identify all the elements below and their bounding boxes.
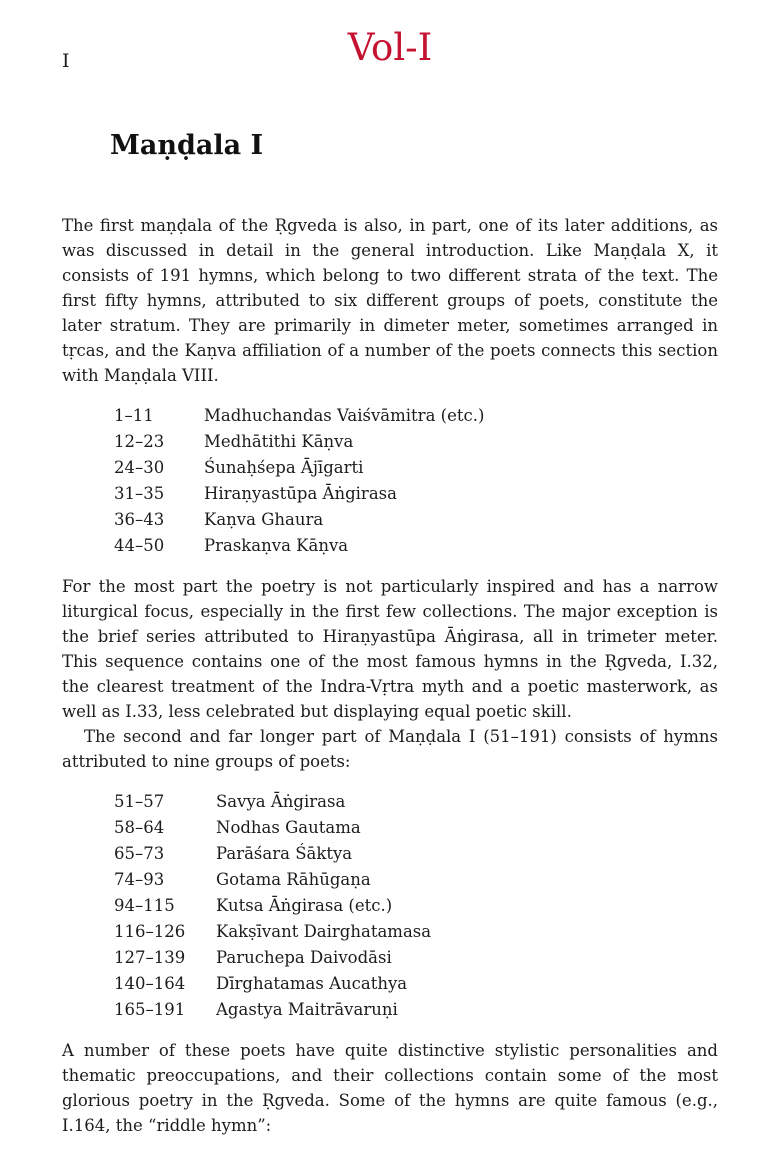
poet-name: Hiraṇyastūpa Āṅgirasa <box>204 484 397 503</box>
list-item <box>114 841 718 867</box>
poet-name: Śunaḥśepa Ājīgarti <box>204 458 364 477</box>
list-item <box>114 455 718 481</box>
poet-list-second <box>114 789 718 1023</box>
list-item <box>114 919 718 945</box>
list-item <box>114 403 718 429</box>
poet-name: Parāśara Śāktya <box>216 844 353 863</box>
hymn-range: 44–50 <box>114 536 165 555</box>
poet-name: Kakṣīvant Dairghatamasa <box>216 922 432 941</box>
list-item <box>114 789 718 815</box>
list-item <box>114 429 718 455</box>
list-item <box>114 997 718 1023</box>
hymn-range: 51–57 <box>114 792 165 811</box>
hymn-range: 74–93 <box>114 870 165 889</box>
list-item <box>114 893 718 919</box>
volume-title: Vol-I <box>347 26 433 69</box>
list-item <box>114 481 718 507</box>
page-marker: I <box>62 50 70 72</box>
poet-name: Kaṇva Ghaura <box>204 510 324 529</box>
hymn-range: 127–139 <box>114 948 186 967</box>
list-item <box>114 507 718 533</box>
section-heading: Maṇḍala I <box>110 130 264 161</box>
hymn-range: 36–43 <box>114 510 165 529</box>
list-item <box>114 971 718 997</box>
poet-name: Nodhas Gautama <box>216 818 361 837</box>
poet-name: Kutsa Āṅgirasa (etc.) <box>216 896 393 915</box>
page-header <box>62 26 718 90</box>
list-item <box>114 867 718 893</box>
poet-name: Madhuchandas Vaiśvāmitra (etc.) <box>204 406 485 425</box>
poet-list-first <box>114 403 718 559</box>
paragraph-intro: The first maṇḍala of the Ṛgveda is also, in part, one of its later additions, as was discussed in detail in the general introduction. Like Maṇḍala X, it consists of 191 hymns, which belong to two different strata of the text. The first fifty hymns, attributed to six different groups of poets, constitute the later stratum. They are primarily in dimeter meter, sometimes arranged in tṛcas, and the Kaṇva affiliation of a number of the poets connects this section with Maṇḍala VIII. <box>62 216 718 385</box>
hymn-range: 116–126 <box>114 922 186 941</box>
paragraph-commentary: For the most part the poetry is not particularly inspired and has a narrow liturgical focus, especially in the first few collections. The major exception is the brief series attributed to Hiraṇyastūpa Āṅgirasa, all in trimeter meter. This sequence contains one of the most famous hymns in the Ṛgveda, I.32, the clearest treatment of the Indra-Vṛtra myth and a poetic masterwork, as well as I.33, less celebrated but displaying equal poetic skill. <box>62 577 718 721</box>
list-item <box>114 533 718 559</box>
hymn-range: 165–191 <box>114 1000 186 1019</box>
paragraph-closing: A number of these poets have quite distinctive stylistic personalities and thematic preoccupations, and their collections contain some of the most glorious poetry in the Ṛgveda. Some of the hymns are quite famous (e.g., I.164, the “riddle hymn”: <box>62 1041 718 1135</box>
hymn-range: 12–23 <box>114 432 165 451</box>
list-item <box>114 815 718 841</box>
list-item <box>114 945 718 971</box>
paragraph-second-part-intro: The second and far longer part of Maṇḍala I (51–191) consists of hymns attributed to nine groups of poets: <box>62 727 718 771</box>
hymn-range: 24–30 <box>114 458 165 477</box>
hymn-range: 31–35 <box>114 484 165 503</box>
hymn-range: 94–115 <box>114 896 175 915</box>
poet-name: Paruchepa Daivodāsi <box>216 948 392 967</box>
poet-name: Savya Āṅgirasa <box>216 792 346 811</box>
hymn-range: 65–73 <box>114 844 165 863</box>
poet-name: Medhātithi Kāṇva <box>204 432 354 451</box>
poet-name: Praskaṇva Kāṇva <box>204 536 349 555</box>
hymn-range: 58–64 <box>114 818 165 837</box>
hymn-range: 140–164 <box>114 974 186 993</box>
poet-name: Dīrghatamas Aucathya <box>216 974 408 993</box>
poet-name: Gotama Rāhūgaṇa <box>216 870 371 889</box>
poet-name: Agastya Maitrāvaruṇi <box>216 1000 398 1019</box>
hymn-range: 1–11 <box>114 406 154 425</box>
